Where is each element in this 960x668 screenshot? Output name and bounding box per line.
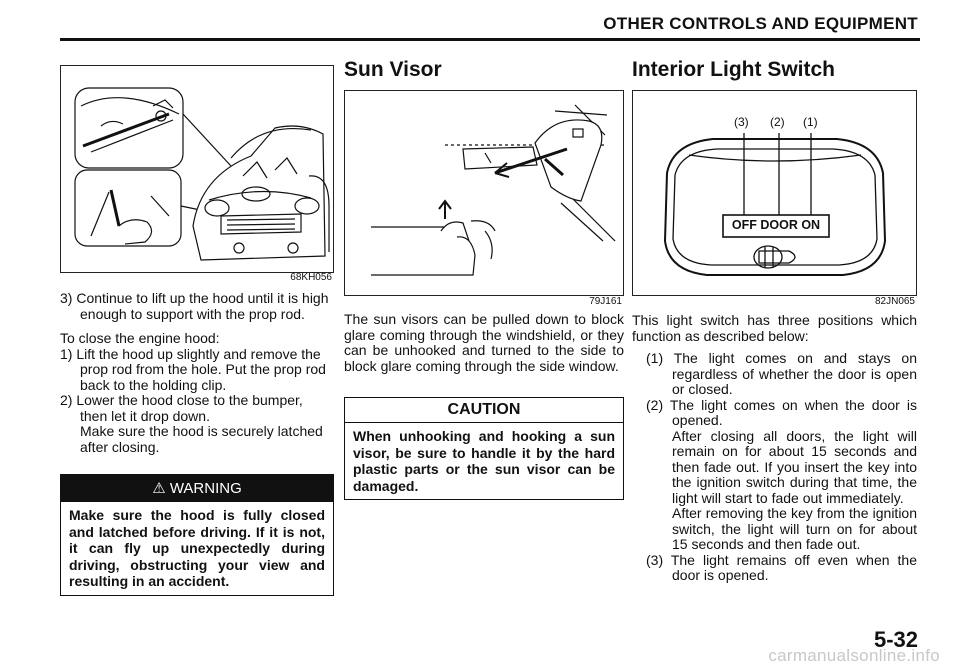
header-title: OTHER CONTROLS AND EQUIPMENT bbox=[603, 14, 918, 33]
hood-figure bbox=[60, 65, 334, 273]
sun-visor-figure-code: 79J161 bbox=[589, 296, 622, 307]
switch-position-label: OFF DOOR ON bbox=[731, 218, 821, 232]
warning-text: Make sure the hood is fully closed and latched before driving. If it is not, it can fly up unexpectedly during driving, obstructing your view and resulting in an accident. bbox=[69, 507, 325, 589]
sun-visor-body: The sun visors can be pulled down to block glare coming through the windshield, or they can be unhooked and turned to the side to block glare coming through the side window. bbox=[344, 311, 624, 374]
close-hood-step-1: 1) Lift the hood up slightly and remove the prop rod from the hole. Put the prop rod back to the holding clip. bbox=[60, 345, 326, 393]
close-hood-intro: To close the engine hood: bbox=[60, 330, 220, 346]
hood-illustration bbox=[61, 66, 333, 272]
interior-light-figure-code: 82JN065 bbox=[874, 296, 915, 307]
hood-step-3: 3) Continue to lift up the hood until it is high enough to support with the prop rod. bbox=[60, 290, 329, 322]
caution-text: When unhooking and hooking a sun visor, be sure to handle it by the hard plastic parts or the sun visor can be damaged. bbox=[353, 428, 615, 494]
interior-light-text-block bbox=[632, 313, 917, 584]
position-3-label: (3) bbox=[734, 115, 749, 129]
caution-header: CAUTION bbox=[345, 398, 623, 423]
watermark: carmanualsonline.info bbox=[768, 646, 940, 665]
interior-light-item-2-note-1: After closing all doors, the light will remain on for about 15 seconds and then fade out. If you insert the key into the ignition switch during that time, the light will start to fade out immediately. bbox=[672, 427, 917, 506]
interior-light-figure bbox=[632, 90, 917, 296]
hood-warning-box bbox=[60, 474, 334, 596]
position-2-label: (2) bbox=[770, 115, 785, 129]
header-rule bbox=[60, 38, 920, 41]
hood-text-block bbox=[60, 291, 333, 455]
warning-header bbox=[61, 475, 333, 502]
hood-figure-code: 68KH056 bbox=[290, 272, 332, 283]
interior-light-item-3: (3) The light remains off even when the door is opened. bbox=[646, 551, 917, 583]
position-1-label: (1) bbox=[803, 115, 818, 129]
interior-light-illustration bbox=[633, 91, 916, 295]
page-number: 5-32 bbox=[873, 627, 918, 652]
sun-visor-figure bbox=[344, 90, 624, 296]
sun-visor-title: Sun Visor bbox=[344, 58, 442, 81]
close-hood-step-2: 2) Lower the hood close to the bumper, then let it drop down. bbox=[60, 392, 303, 424]
interior-light-item-2: (2) The light comes on when the door is opened. bbox=[646, 396, 917, 428]
interior-light-switch-title: Interior Light Switch bbox=[632, 58, 835, 81]
close-hood-step-2-note: Make sure the hood is securely latched after closing. bbox=[80, 423, 323, 455]
warning-triangle-icon: ⚠ bbox=[152, 480, 166, 497]
sun-visor-caution-box bbox=[344, 397, 624, 500]
interior-light-intro: This light switch has three positions which function as described below: bbox=[632, 312, 917, 344]
interior-light-item-1: (1) The light comes on and stays on regardless of whether the door is open or closed. bbox=[646, 350, 917, 397]
warning-label: WARNING bbox=[169, 480, 242, 497]
sun-visor-illustration bbox=[345, 91, 623, 295]
interior-light-item-2-note-2: After removing the key from the ignition switch, the light will turn on for about 15 seconds and then fade out. bbox=[672, 505, 917, 552]
